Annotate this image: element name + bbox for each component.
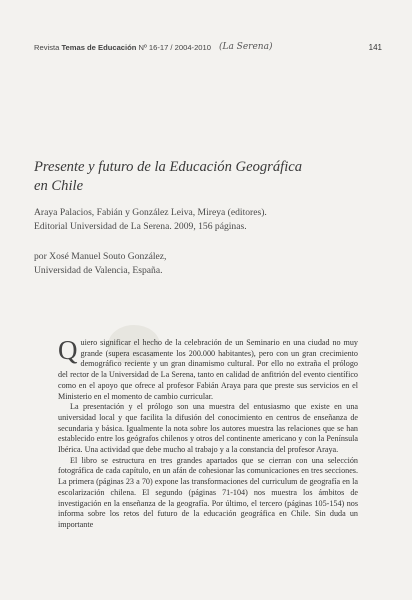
review-body xyxy=(58,335,358,531)
page-number: 141 xyxy=(368,42,382,52)
running-header xyxy=(34,40,382,54)
review-title: Presente y futuro de la Educación Geográfica en Chile xyxy=(34,159,303,194)
review-author: por Xosé Manuel Souto González, Universidad de Valencia, España. xyxy=(34,251,167,276)
paragraph-3: El libro se estructura en tres grandes apartados que se cierran con una selección fotográfica de cada capítulo, en un afán de cohesionar las comunicaciones en tres secciones. La primera (páginas 23 a 70) expone las transformaciones del curriculum de geografía en la escolarización chilena. El segundo (páginas 71-104) nos muestra los ámbitos de investigación en la enseñanza de la geografía. Por último, el tercero (páginas 105-154) nos informa sobre los retos del futuro de la educación geográfica en Chile. Sin duda un importante xyxy=(58,455,358,529)
journal-citation: Revista Temas de Educación Nº 16-17 / 2004-2010 xyxy=(34,42,211,52)
journal-name: Temas de Educación xyxy=(61,42,137,52)
paragraph-1: Quiero significar el hecho de la celebración de un Seminario en una ciudad no muy grande (supera escasamente los 200.000 habitantes), pero con un gran crecimiento demográfico reciente y un gran dinamismo cultural. Por ello no extraña el prólogo del rector de la Universidad de La Serena, tanto en calidad de anfitrión del evento científico como en el apoyo que ofrece al profesor Fabián Araya para que preste sus servicios en el Ministerio en el momento de cambio curricular. xyxy=(58,335,358,401)
book-reference: Araya Palacios, Fabián y González Leiva, Mireya (editores). Editorial Universidad de La Serena. 2009, 156 páginas. xyxy=(34,207,267,232)
handwritten-annotation: (La Serena) xyxy=(218,42,273,52)
drop-cap: Q xyxy=(58,335,78,365)
paragraph-2: La presentación y el prólogo son una muestra del entusiasmo que existe en una universidad local y que facilita la difusión del conocimiento en centros de enseñanza de secundaria y básica. Igualmente la nota sobre los autores muestra las relaciones que se han establecido entre los geógrafos chilenos y otros del continente americano y con la Península Ibérica. Una actividad que debe mucho al trabajo y a la constancia del profesor Araya. xyxy=(58,402,358,455)
